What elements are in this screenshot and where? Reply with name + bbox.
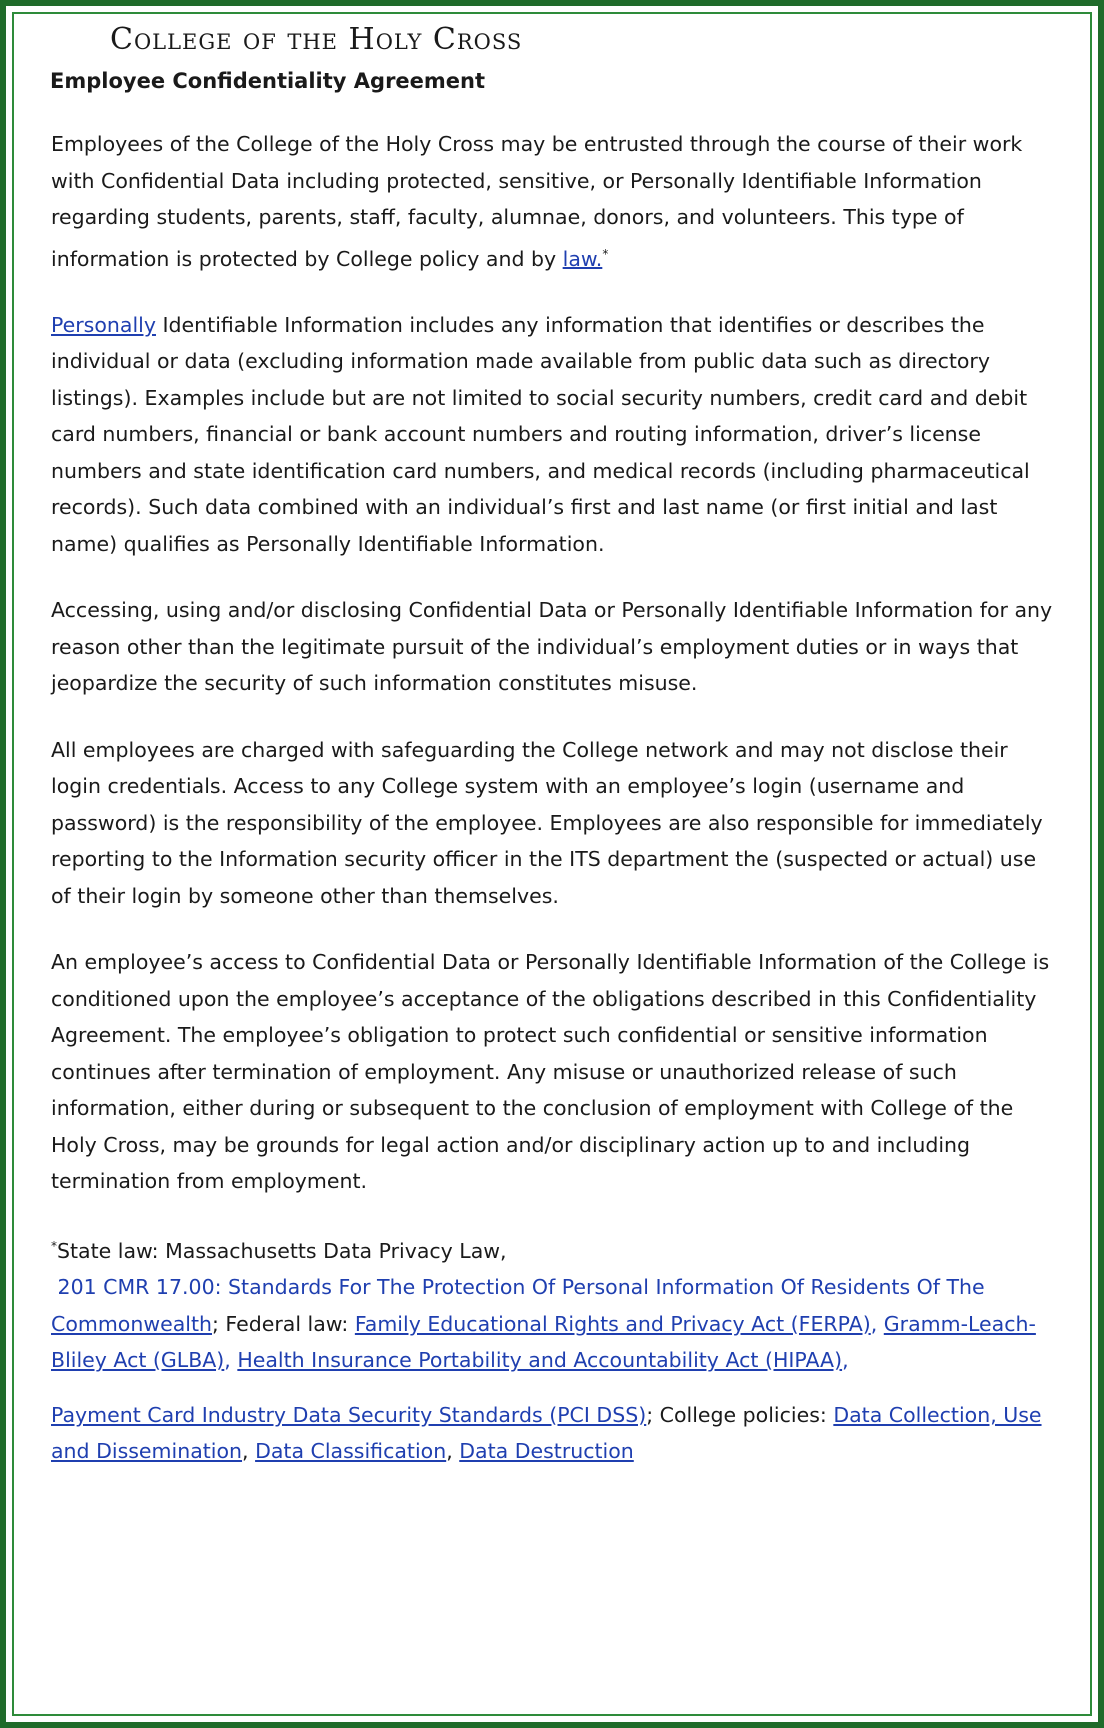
separator: , [842,1348,849,1373]
college-name: College of the Holy Cross [110,22,523,57]
paragraph-text: Identifiable Information includes any information that identifies or describes the individual or data (excluding information made available from public data such as directory listings). Examples include but are not limited to social security numbers, credit card and debit card numbers, financial or bank account numbers and routing information, driver’s license numbers and state identification card numbers, and medical records (including pharmaceutical records). Such data combined with an individual’s first and last name (or first initial and last name) qualifies as Personally Identifiable Information. [51,312,1030,556]
separator: , [224,1348,238,1373]
policy-data-collection-link[interactable]: Data Collection, Use and Dissemination [51,1402,1042,1464]
cmr-text: 201 CMR 17.00: Standards For The Protection Of Personal Information Of Residents Of The [57,1275,985,1300]
federal-law-label: ; Federal law: [212,1311,355,1336]
paragraph-pii-definition [51,307,1056,563]
footnote-section [51,1228,1056,1470]
footnote-mark: * [602,246,609,261]
separator: , [446,1439,460,1464]
policy-data-destruction-link[interactable]: Data Destruction [459,1439,634,1464]
paragraph-login-credentials [51,732,1056,915]
document-page [46,20,1066,1470]
policy-data-classification-link[interactable]: Data Classification [255,1439,447,1464]
commonwealth-link[interactable]: Commonwealth [51,1311,212,1336]
paragraph-text: An employee’s access to Confidential Data or Personally Identifiable Information of the College is conditioned upon the employee’s acceptance of the obligations described in this Confidentiality Agreement. The employee’s obligation to protect such confidential or sensitive information continues after termination of employment. Any misuse or unauthorized release of such information, either during or subsequent to the conclusion of employment with College of the Holy Cross, may be grounds for legal action and/or disciplinary action up to and including termination from employment. [51,950,1050,1194]
glba-link[interactable]: Gramm-Leach-Bliley Act (GLBA) [51,1311,1036,1373]
paragraph-acceptance [51,944,1056,1200]
paragraph-text: Employees of the College of the Holy Cross may be entrusted through the course of their work with Confidential Data including protected, sensitive, or Personally Identifiable Information regarding students, parents, staff, faculty, alumnae, donors, and volunteers. This type of information is protected by College policy and by [51,132,1023,271]
separator: , [870,1311,884,1336]
hipaa-link[interactable]: Health Insurance Portability and Accountability Act (HIPAA) [237,1348,843,1373]
paragraph-misuse [51,592,1056,702]
paragraph-text: All employees are charged with safeguarding the College network and may not disclose their login credentials. Access to any College system with an employee’s login (username and password) is the responsibility of the employee. Employees are also responsible for immediately reporting to the Information security officer in the ITS department the (suspected or actual) use of their login by someone other than themselves. [51,737,1043,908]
college-policies-label: ; College policies: [646,1402,827,1427]
paragraph-confidential-data [51,126,1056,277]
law-link[interactable]: law. [562,246,603,271]
document-title: Employee Confidentiality Agreement [50,69,486,93]
pci-dss-link[interactable]: Payment Card Industry Data Security Standards (PCI DSS) [51,1402,647,1427]
state-law-label: State law: Massachusetts Data Privacy Law, [57,1238,507,1263]
ferpa-link[interactable]: Family Educational Rights and Privacy Act (FERPA) [354,1311,871,1336]
footnote-mark: * [51,1238,57,1253]
separator: , [242,1439,256,1464]
paragraph-text: Accessing, using and/or disclosing Confidential Data or Personally Identifiable Information for any reason other than the legitimate pursuit of the individual’s employment duties or in ways that jeopardize the security of such information constitutes misuse. [51,598,1053,696]
personally-link[interactable]: Personally [51,312,156,337]
